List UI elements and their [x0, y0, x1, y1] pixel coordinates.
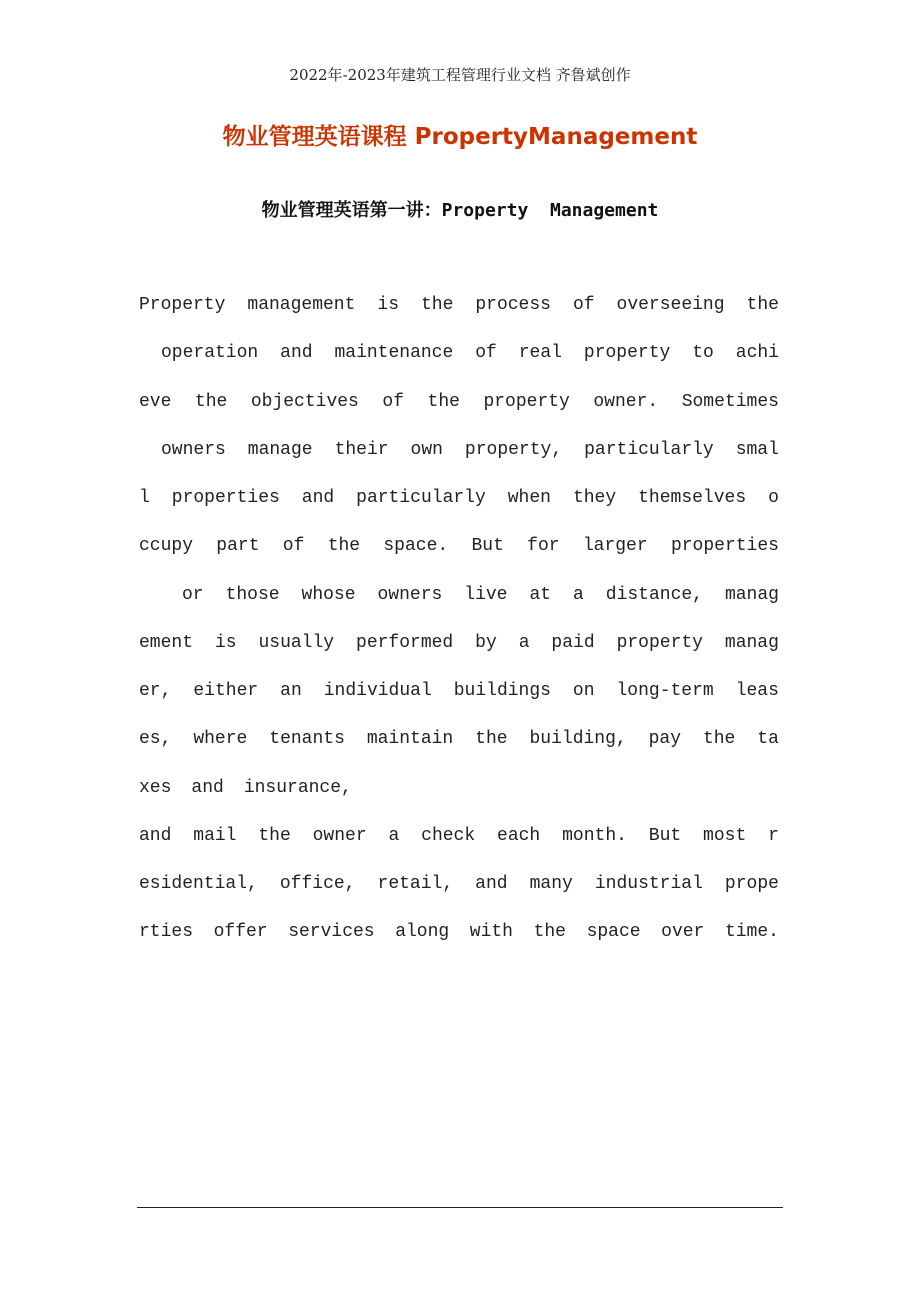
word: owners: [377, 584, 443, 605]
lecture-subtitle: 物业管理英语第一讲：Property Management: [261, 200, 659, 221]
word: on: [572, 681, 595, 701]
word: overseeing: [616, 295, 725, 315]
word: the: [427, 391, 460, 412]
word: But: [648, 825, 682, 846]
word: when: [507, 488, 551, 508]
word: space.: [383, 536, 449, 557]
word: of: [572, 295, 595, 315]
text-line: [139, 482, 779, 530]
word: of: [282, 536, 305, 557]
word: owners: [161, 439, 226, 460]
word: ement: [139, 632, 194, 653]
document-title: 物业管理英语课程 PropertyManagement: [222, 124, 698, 150]
word: But: [471, 536, 504, 557]
word: manage: [247, 439, 313, 460]
word: maintain: [366, 729, 454, 750]
word: Property: [139, 295, 226, 315]
text-line: [139, 723, 779, 771]
word: buildings: [453, 681, 551, 701]
word: property: [616, 632, 703, 653]
word: time.: [724, 922, 779, 943]
word: r: [768, 825, 779, 846]
text-line: [139, 434, 779, 482]
word: many: [529, 874, 573, 894]
word: es,: [139, 729, 172, 750]
word: own: [410, 439, 443, 460]
word: over: [661, 922, 705, 943]
word: along: [395, 922, 450, 943]
word: to: [692, 343, 714, 364]
text-line: [139, 530, 779, 578]
word: ta: [757, 729, 779, 750]
word: most: [703, 825, 747, 846]
word: performed: [356, 632, 454, 653]
word: properties: [670, 536, 779, 557]
text-line: [139, 386, 779, 434]
word: and: [139, 825, 172, 846]
word: space: [586, 922, 641, 943]
word: part: [216, 536, 260, 557]
word: a: [388, 825, 400, 846]
word: the: [746, 295, 779, 315]
word: and: [280, 343, 313, 364]
word: is: [377, 295, 399, 315]
word: an: [280, 681, 302, 701]
word: the: [702, 729, 736, 750]
text-line: [139, 337, 779, 385]
word: of: [475, 343, 497, 364]
word: maintenance: [334, 343, 454, 364]
word: the: [194, 391, 228, 412]
word: of: [382, 391, 404, 412]
word: by: [475, 632, 497, 653]
word: the: [533, 922, 566, 943]
word: office,: [279, 874, 356, 894]
word: manag: [724, 584, 779, 605]
word: tenants: [269, 729, 345, 750]
word: mail: [193, 825, 237, 846]
word: individual: [323, 681, 432, 701]
word: is: [214, 632, 237, 653]
text-line: [139, 820, 779, 868]
word: o: [768, 488, 779, 508]
word: for: [527, 536, 560, 557]
word: their: [334, 439, 389, 460]
word: with: [469, 922, 513, 943]
word: the: [420, 295, 454, 315]
word: themselves: [638, 488, 747, 508]
word: the: [475, 729, 508, 750]
word: long-term: [616, 681, 714, 701]
word: services: [288, 922, 375, 943]
word: management: [247, 295, 356, 315]
text-line: [139, 772, 779, 820]
word: pay: [648, 729, 682, 750]
word: real: [518, 343, 562, 364]
word: and: [475, 874, 508, 894]
word: insurance,: [243, 777, 352, 798]
word: properties: [171, 488, 280, 508]
word: achi: [735, 343, 779, 364]
word: at: [529, 584, 552, 605]
word: l: [139, 488, 150, 508]
word: leas: [735, 681, 779, 701]
word: live: [464, 584, 508, 605]
word: paid: [551, 632, 595, 653]
word: property: [483, 391, 570, 412]
word: where: [193, 729, 248, 750]
word: each: [497, 825, 541, 846]
word: retail,: [377, 874, 454, 894]
word: er,: [139, 681, 172, 701]
word: process: [475, 295, 551, 315]
body-paragraph: [139, 289, 779, 965]
text-line: [139, 868, 779, 916]
text-line: [139, 675, 779, 723]
word: they: [572, 488, 617, 508]
word: ccupy: [139, 536, 194, 557]
page-header: 2022年-2023年建筑工程管理行业文档 齐鲁斌创作: [289, 66, 631, 84]
word: building,: [529, 729, 627, 750]
word: particularly: [584, 439, 714, 460]
word: owner.: [593, 391, 659, 412]
word: larger: [582, 536, 648, 557]
word: rties: [139, 922, 194, 943]
word: the: [258, 825, 291, 846]
word: whose: [301, 584, 356, 605]
word: eve: [139, 391, 172, 412]
word: Sometimes: [681, 391, 779, 412]
word: manag: [724, 632, 779, 653]
word: or: [182, 584, 204, 605]
word: either: [193, 681, 259, 701]
word: and: [301, 488, 335, 508]
word: operation: [161, 343, 259, 364]
text-line: [139, 627, 779, 675]
word: objectives: [250, 391, 359, 412]
word: the: [327, 536, 361, 557]
word: those: [225, 584, 280, 605]
word: a: [518, 632, 530, 653]
word: check: [421, 825, 476, 846]
word: month.: [562, 825, 627, 846]
text-line: [139, 916, 779, 964]
word: esidential,: [139, 874, 258, 894]
word: property,: [464, 439, 563, 460]
text-line: [139, 579, 779, 627]
word: a: [573, 584, 584, 605]
word: prope: [724, 874, 779, 894]
word: smal: [735, 439, 779, 460]
word: and: [191, 777, 224, 798]
word: owner: [312, 825, 367, 846]
footer-divider: [137, 1207, 783, 1208]
word: distance,: [605, 584, 703, 605]
word: usually: [258, 632, 335, 653]
word: industrial: [594, 874, 703, 894]
word: offer: [213, 922, 268, 943]
text-line: [139, 289, 779, 337]
word: particularly: [356, 488, 486, 508]
word: xes: [139, 777, 172, 798]
word: property: [583, 343, 671, 364]
